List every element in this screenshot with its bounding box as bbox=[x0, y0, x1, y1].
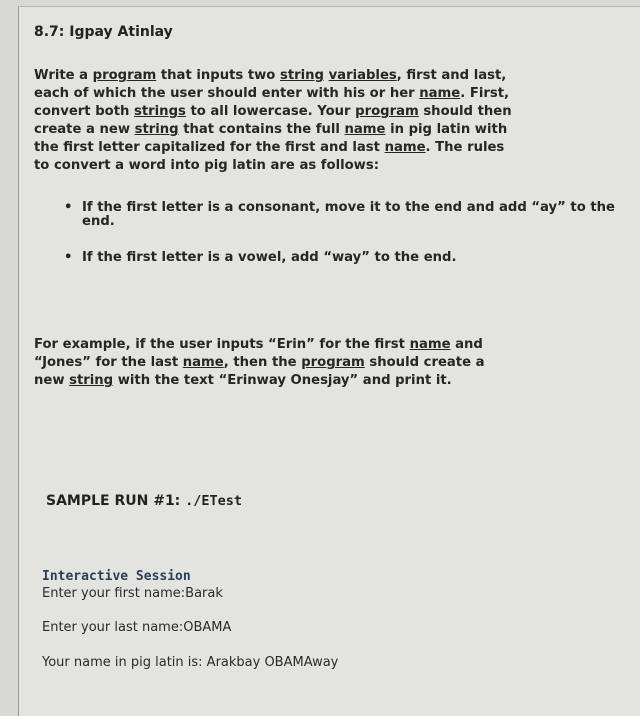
text-run: should create a new bbox=[34, 355, 485, 388]
session-line: Enter your first name:Barak bbox=[42, 586, 223, 601]
underlined-term: name bbox=[419, 86, 461, 101]
text-run: Write a bbox=[34, 68, 93, 83]
underlined-term: name bbox=[182, 355, 224, 370]
text-run: For example, if the user inputs “Erin” for the first bbox=[34, 337, 410, 352]
session-line: Enter your last name:OBAMA bbox=[42, 620, 232, 635]
rule-text: If the first letter is a consonant, move it to the end and add “ay” to the end. bbox=[82, 200, 615, 229]
example-paragraph bbox=[34, 336, 514, 390]
text-run: in pig latin with the first letter capitalized for the first and last bbox=[34, 122, 508, 155]
underlined-term: string bbox=[69, 373, 114, 388]
text-run: should then create a new bbox=[34, 104, 512, 137]
text-run: with the text “Erinway Onesjay” and print it. bbox=[113, 373, 452, 388]
underlined-term: variables bbox=[328, 68, 397, 83]
rule-text: If the first letter is a vowel, add “way” to the end. bbox=[82, 250, 457, 265]
rule-item bbox=[64, 201, 634, 229]
sample-run-heading bbox=[46, 493, 242, 509]
text-run: , first and last, each of which the user should enter with his or her bbox=[34, 68, 507, 101]
text-run: , then the bbox=[223, 355, 302, 370]
text-run: and “Jones” for the last bbox=[34, 337, 483, 370]
underlined-term: name bbox=[384, 140, 426, 155]
document-page bbox=[18, 6, 640, 716]
problem-title: 8.7: Igpay Atinlay bbox=[34, 24, 173, 40]
underlined-term: name bbox=[409, 337, 451, 352]
rules-list bbox=[64, 201, 634, 287]
text-run: to all lowercase. Your bbox=[185, 104, 356, 119]
underlined-term: program bbox=[355, 104, 419, 119]
underlined-term: name bbox=[344, 122, 386, 137]
rule-item bbox=[64, 251, 634, 265]
text-run: . The rules to convert a word into pig latin are as follows: bbox=[34, 140, 505, 173]
sample-run-label: SAMPLE RUN #1: bbox=[46, 493, 181, 509]
session-line: Your name in pig latin is: Arakbay OBAMAway bbox=[42, 655, 339, 670]
underlined-term: program bbox=[92, 68, 157, 83]
text-run: that inputs two bbox=[156, 68, 280, 83]
underlined-term: program bbox=[301, 355, 365, 370]
underlined-term: strings bbox=[134, 104, 186, 119]
text-run: that contains the full bbox=[178, 122, 345, 137]
underlined-term: string bbox=[134, 122, 179, 137]
sample-run-command: ./ETest bbox=[185, 493, 243, 509]
problem-intro bbox=[34, 67, 514, 175]
session-title: Interactive Session bbox=[42, 569, 191, 584]
bullet-icon: • bbox=[64, 200, 73, 215]
bullet-icon: • bbox=[64, 250, 73, 265]
underlined-term: string bbox=[279, 68, 324, 83]
text-run: . First, convert both bbox=[34, 86, 510, 119]
